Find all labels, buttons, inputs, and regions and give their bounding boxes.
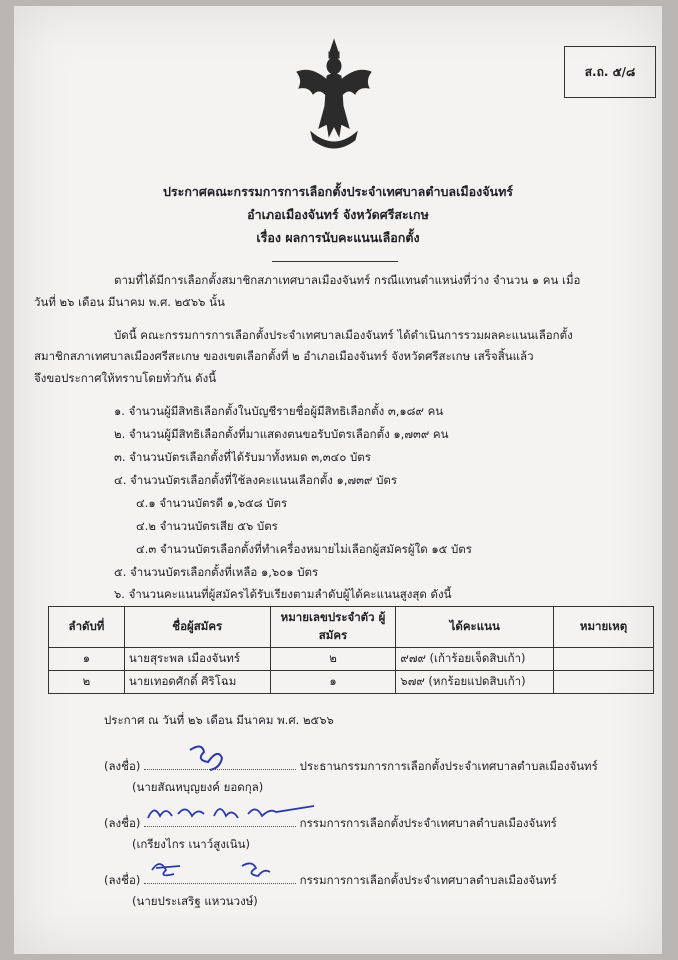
- signature-line: [144, 873, 296, 884]
- cell-rank: ๒: [49, 671, 125, 694]
- paragraph-2-line-2: สมาชิกสภาเทศบาลเมืองศรีสะเกษ ของเขตเลือกตั้งที่ ๒ อำเภอเมืองจันทร์ จังหวัดศรีสะเกษ เสร็จสิ้นแล้ว: [34, 349, 534, 363]
- header-line-2: อำเภอเมืองจันทร์ จังหวัดศรีสะเกษ: [247, 207, 429, 222]
- table-row: [49, 671, 654, 694]
- signature-3-row: [104, 872, 557, 888]
- signature-line: [144, 816, 296, 827]
- signature-1-role: ประธานกรรมการการเลือกตั้งประจำเทศบาลตำบลเมืองจันทร์: [299, 759, 598, 773]
- header-votes: ได้คะแนน: [396, 607, 554, 648]
- signature-2-row: [104, 815, 557, 831]
- paragraph-2-line-1: บัดนี้ คณะกรรมการการเลือกตั้งประจำเทศบาลเมืองจันทร์ ได้ดำเนินการรวมผลคะแนนเลือกตั้ง: [114, 328, 573, 342]
- list-item-4-1: ๔.๑ จำนวนบัตรดี ๑,๖๕๘ บัตร: [136, 496, 288, 510]
- list-item-5: ๕. จำนวนบัตรเลือกตั้งที่เหลือ ๑,๖๐๑ บัตร: [114, 565, 319, 579]
- sign-label: (ลงชื่อ): [104, 816, 141, 830]
- form-code: ส.ถ. ๕/๘: [584, 64, 636, 79]
- signature-2-name: (เกรียงไกร เนาว์สูงเนิน): [132, 837, 250, 851]
- garuda-emblem-icon: [289, 36, 379, 156]
- sign-label: (ลงชื่อ): [104, 759, 141, 773]
- cell-votes: ๙๗๙ (เก้าร้อยเจ็ดสิบเก้า): [396, 648, 554, 671]
- title-divider: [272, 261, 398, 262]
- signature-1-row: [104, 758, 598, 774]
- list-item-1: ๑. จำนวนผู้มีสิทธิเลือกตั้งในบัญชีรายชื่อผู้มีสิทธิเลือกตั้ง ๓,๑๘๙ คน: [114, 404, 444, 418]
- header-name: ชื่อผู้สมัคร: [124, 607, 270, 648]
- header-line-1: ประกาศคณะกรรมการการเลือกตั้งประจำเทศบาลตำบลเมืองจันทร์: [162, 184, 514, 199]
- results-table: [48, 606, 654, 694]
- cell-note: [554, 648, 654, 671]
- cell-name: นายสุระพล เมืองจันทร์: [124, 648, 270, 671]
- signature-3-name: (นายประเสริฐ แหวนวงษ์): [132, 894, 258, 908]
- cell-number: ๑: [270, 671, 396, 694]
- signature-3-role: กรรมการการเลือกตั้งประจำเทศบาลตำบลเมืองจันทร์: [299, 873, 557, 887]
- list-item-4-3: ๔.๓ จำนวนบัตรเลือกตั้งที่ทำเครื่องหมายไม่เลือกผู้สมัครผู้ใด ๑๕ บัตร: [136, 542, 472, 556]
- sign-label: (ลงชื่อ): [104, 873, 141, 887]
- list-item-2: ๒. จำนวนผู้มีสิทธิเลือกตั้งที่มาแสดงตนขอรับบัตรเลือกตั้ง ๑,๗๓๙ คน: [114, 427, 449, 441]
- header-note: หมายเหตุ: [554, 607, 654, 648]
- cell-name: นายเทอดศักดิ์ ศิริโฉม: [124, 671, 270, 694]
- header-rank: ลำดับที่: [49, 607, 125, 648]
- list-item-3: ๓. จำนวนบัตรเลือกตั้งที่ได้รับมาทั้งหมด ๓,๓๔๐ บัตร: [114, 450, 371, 464]
- cell-rank: ๑: [49, 648, 125, 671]
- paragraph-1-line-1: ตามที่ได้มีการเลือกตั้งสมาชิกสภาเทศบาลเมืองจันทร์ กรณีแทนตำแหน่งที่ว่าง จำนวน ๑ คน เมื่อ: [114, 273, 581, 287]
- list-item-4-2: ๔.๒ จำนวนบัตรเสีย ๕๖ บัตร: [136, 519, 278, 533]
- table-header-row: [49, 607, 654, 648]
- paragraph-1-line-2: วันที่ ๒๖ เดือน มีนาคม พ.ศ. ๒๕๖๖ นั้น: [34, 295, 225, 309]
- cell-votes: ๖๗๙ (หกร้อยแปดสิบเก้า): [396, 671, 554, 694]
- signature-line: [144, 759, 296, 770]
- table-row: [49, 648, 654, 671]
- list-item-4: ๔. จำนวนบัตรเลือกตั้งที่ใช้ลงคะแนนเลือกตั้ง ๑,๗๓๙ บัตร: [114, 473, 398, 487]
- signature-2-role: กรรมการการเลือกตั้งประจำเทศบาลตำบลเมืองจันทร์: [299, 816, 557, 830]
- document-page: [14, 6, 662, 954]
- form-code-box: [564, 46, 656, 98]
- list-item-6: ๖. จำนวนคะแนนที่ผู้สมัครได้รับเรียงตามลำดับผู้ได้คะแนนสูงสุด ดังนี้: [114, 587, 452, 601]
- announce-date: ประกาศ ณ วันที่ ๒๖ เดือน มีนาคม พ.ศ. ๒๕๖๖: [104, 713, 334, 727]
- cell-note: [554, 671, 654, 694]
- cell-number: ๒: [270, 648, 396, 671]
- header-number: หมายเลขประจำตัว ผู้สมัคร: [270, 607, 396, 648]
- paragraph-2-line-3: จึงขอประกาศให้ทราบโดยทั่วกัน ดังนี้: [34, 371, 217, 385]
- signature-1-name: (นายสัณหบุญยงค์ ยอดกุล): [132, 780, 264, 794]
- header-line-3: เรื่อง ผลการนับคะแนนเลือกตั้ง: [256, 230, 420, 245]
